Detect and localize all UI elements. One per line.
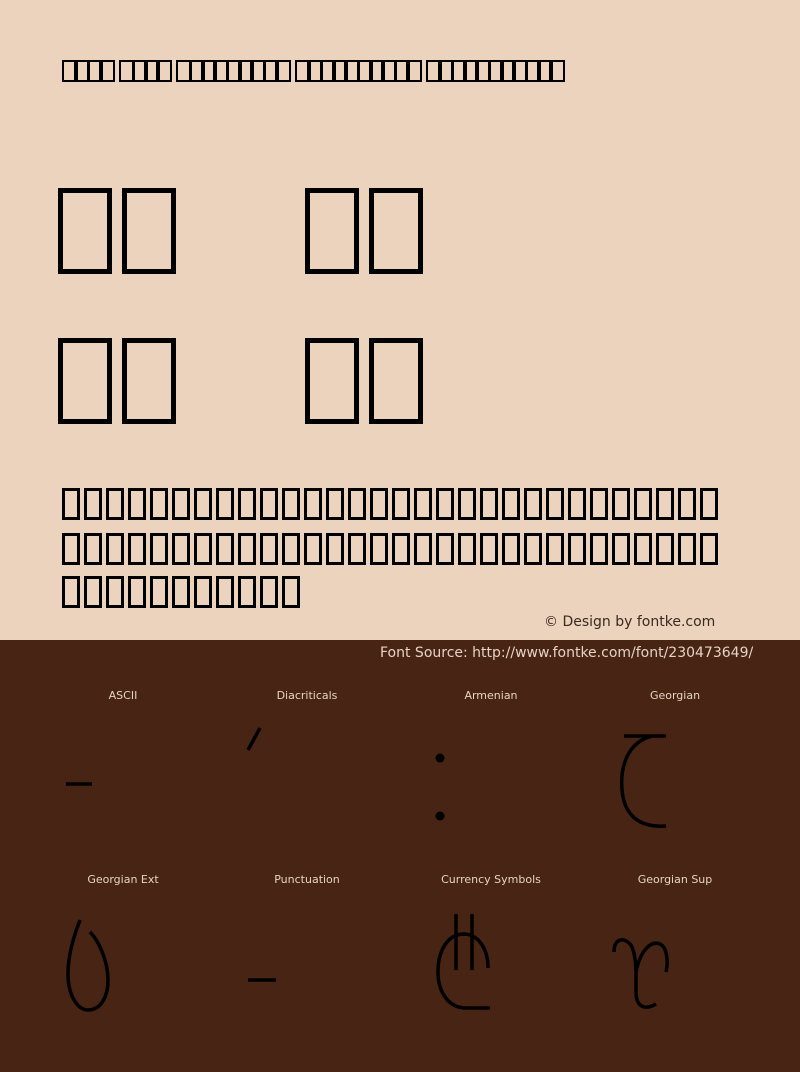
acute-accent-glyph — [230, 720, 270, 820]
missing-glyph-box — [348, 533, 366, 565]
missing-glyph-box — [128, 533, 146, 565]
missing-glyph-box — [502, 488, 520, 520]
missing-glyph-box — [194, 488, 212, 520]
missing-glyph-box — [62, 533, 80, 565]
missing-glyph-box — [369, 188, 423, 274]
missing-glyph-box — [172, 576, 190, 608]
missing-glyph-box — [58, 338, 112, 424]
missing-glyph-box — [590, 488, 608, 520]
missing-glyph-box — [172, 533, 190, 565]
missing-glyph-box — [194, 576, 212, 608]
missing-glyph-box — [106, 576, 124, 608]
missing-glyph-box — [502, 533, 520, 565]
missing-glyph-box — [172, 488, 190, 520]
missing-glyph-box — [238, 533, 256, 565]
missing-glyph-box — [62, 488, 80, 520]
missing-glyph-box — [194, 533, 212, 565]
glyph-category-label: Georgian Ext — [87, 873, 159, 886]
missing-glyph-box — [326, 488, 344, 520]
missing-glyph-box — [612, 488, 630, 520]
missing-glyph-box — [106, 488, 124, 520]
missing-glyph-box — [282, 576, 300, 608]
missing-glyph-box — [568, 533, 586, 565]
missing-glyph-box — [414, 533, 432, 565]
glyph-category-label: Punctuation — [274, 873, 340, 886]
missing-glyph-box — [678, 488, 696, 520]
missing-glyph-box — [84, 533, 102, 565]
missing-glyph-box — [480, 533, 498, 565]
missing-glyph-box — [392, 533, 410, 565]
glyph-category-label: Armenian — [464, 689, 518, 702]
missing-glyph-box — [304, 488, 322, 520]
missing-glyph-box — [58, 188, 112, 274]
missing-glyph-box — [436, 533, 454, 565]
missing-glyph-box — [216, 533, 234, 565]
glyph-category-label: ASCII — [108, 689, 138, 702]
missing-glyph-box — [524, 488, 542, 520]
glyph-category-label: Georgian Sup — [637, 873, 713, 886]
missing-glyph-box — [326, 533, 344, 565]
missing-glyph-box — [546, 488, 564, 520]
hyphen-glyph — [244, 914, 284, 1024]
missing-glyph-box — [305, 338, 359, 424]
missing-glyph-box — [370, 488, 388, 520]
missing-glyph-box — [260, 488, 278, 520]
missing-glyph-box — [414, 488, 432, 520]
missing-glyph-box — [128, 488, 146, 520]
missing-glyph-box — [568, 488, 586, 520]
georgian-sup-letter-glyph — [610, 912, 680, 1022]
missing-glyph-box — [128, 576, 146, 608]
glyph-category-label: Currency Symbols — [441, 873, 541, 886]
missing-glyph-box — [549, 60, 565, 82]
georgian-letter-glyph — [614, 728, 674, 838]
missing-glyph-box — [304, 533, 322, 565]
missing-glyph-box — [656, 533, 674, 565]
missing-glyph-box — [150, 576, 168, 608]
missing-glyph-box — [406, 60, 422, 82]
missing-glyph-box — [275, 60, 291, 82]
missing-glyph-box — [238, 488, 256, 520]
missing-glyph-box — [634, 488, 652, 520]
missing-glyph-box — [156, 60, 172, 82]
missing-glyph-box — [216, 488, 234, 520]
missing-glyph-box — [305, 188, 359, 274]
missing-glyph-box — [260, 533, 278, 565]
missing-glyph-box — [348, 488, 366, 520]
missing-glyph-box — [282, 488, 300, 520]
missing-glyph-box — [700, 488, 718, 520]
missing-glyph-box — [392, 488, 410, 520]
colon-glyph — [426, 720, 466, 820]
font-source-link[interactable]: Font Source: http://www.fontke.com/font/230473649/ — [380, 645, 754, 661]
missing-glyph-box — [216, 576, 234, 608]
lari-sign-glyph — [432, 910, 502, 1020]
missing-glyph-box — [260, 576, 278, 608]
missing-glyph-box — [612, 533, 630, 565]
missing-glyph-box — [524, 533, 542, 565]
missing-glyph-box — [122, 188, 176, 274]
missing-glyph-box — [106, 533, 124, 565]
missing-glyph-box — [150, 533, 168, 565]
missing-glyph-box — [84, 576, 102, 608]
missing-glyph-box — [590, 533, 608, 565]
missing-glyph-box — [436, 488, 454, 520]
missing-glyph-box — [99, 60, 115, 82]
design-credit: © Design by fontke.com — [544, 614, 716, 630]
glyph-category-label: Diacriticals — [276, 689, 338, 702]
missing-glyph-box — [238, 576, 256, 608]
missing-glyph-box — [122, 338, 176, 424]
missing-glyph-box — [458, 488, 476, 520]
missing-glyph-box — [678, 533, 696, 565]
missing-glyph-box — [84, 488, 102, 520]
missing-glyph-box — [150, 488, 168, 520]
glyph-grid-panel — [0, 640, 800, 1072]
missing-glyph-box — [369, 338, 423, 424]
missing-glyph-box — [700, 533, 718, 565]
dash-glyph — [62, 720, 102, 820]
glyph-category-label: Georgian — [649, 689, 701, 702]
missing-glyph-box — [634, 533, 652, 565]
missing-glyph-box — [458, 533, 476, 565]
missing-glyph-box — [480, 488, 498, 520]
missing-glyph-box — [282, 533, 300, 565]
missing-glyph-box — [546, 533, 564, 565]
georgian-ext-letter-glyph — [60, 914, 120, 1024]
missing-glyph-box — [62, 576, 80, 608]
missing-glyph-box — [656, 488, 674, 520]
missing-glyph-box — [370, 533, 388, 565]
